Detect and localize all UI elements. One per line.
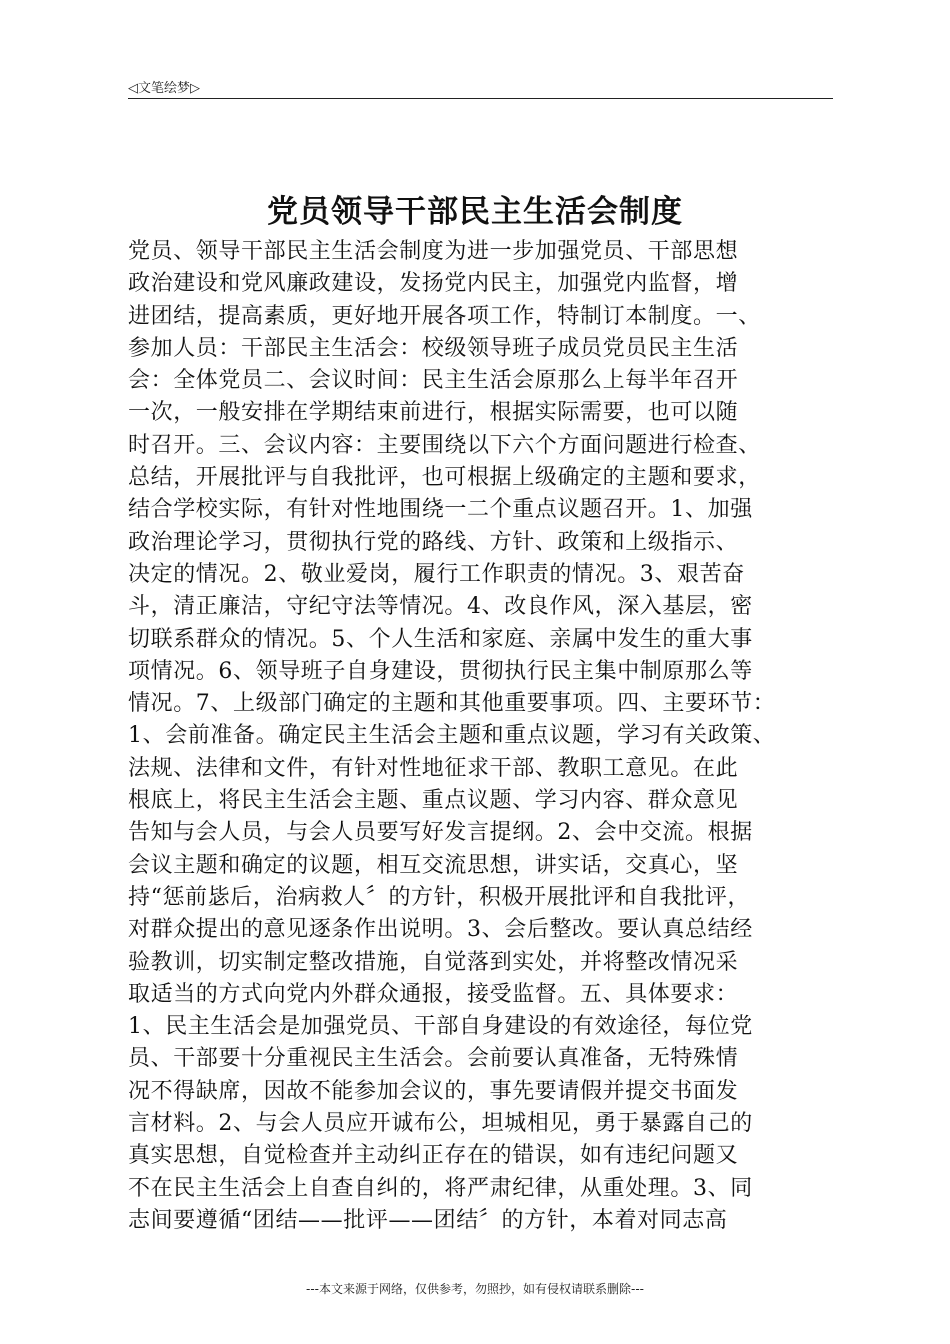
body-line: 一次，一般安排在学期结束前进行，根据实际需要，也可以随 xyxy=(128,400,739,426)
body-line: 根底上，将民主生活会主题、重点议题、学习内容、群众意见 xyxy=(128,788,739,814)
body-line: 会：全体党员二、会议时间：民主生活会原那么上每半年召开 xyxy=(128,368,739,394)
body-line: 参加人员：干部民主生活会：校级领导班子成员党员民主生活 xyxy=(128,335,739,361)
body-line: 决定的情况。2、敬业爱岗，履行工作职责的情况。3、艰苦奋 xyxy=(128,561,745,587)
body-line: 员、干部要十分重视民主生活会。会前要认真准备，无特殊情 xyxy=(128,1046,739,1072)
body-line: 结合学校实际，有针对性地围绕一二个重点议题召开。1、加强 xyxy=(128,497,753,523)
body-line: 法规、法律和文件，有针对性地征求干部、教职工意见。在此 xyxy=(128,755,739,781)
body-line: 况不得缺席，因故不能参加会议的，事先要请假并提交书面发 xyxy=(128,1078,739,1104)
header-text: ◁文笔绘梦▷ xyxy=(128,81,200,96)
body-line: 项情况。6、领导班子自身建设，贯彻执行民主集中制原那么等 xyxy=(128,658,753,684)
body-line: 不在民主生活会上自查自纠的，将严肃纪律，从重处理。3、同 xyxy=(128,1175,753,1201)
body-line: 取适当的方式向党内外群众通报，接受监督。五、具体要求： xyxy=(128,981,739,1007)
body-line: 政治建设和党风廉政建设，发扬党内民主，加强党内监督，增 xyxy=(128,271,739,297)
page-footer: ---本文来源于网络，仅供参考，勿照抄，如有侵权请联系删除--- xyxy=(306,1282,644,1296)
body-line: 持“惩前毖后，治病救人〞的方针，积极开展批评和自我批评， xyxy=(128,884,751,910)
body-line: 进团结，提高素质，更好地开展各项工作，特制订本制度。一、 xyxy=(128,303,761,329)
body-line: 斗，清正廉洁，守纪守法等情况。4、改良作风，深入基层，密 xyxy=(128,594,753,620)
body-line: 1、民主生活会是加强党员、干部自身建设的有效途径，每位党 xyxy=(128,1014,753,1040)
body-line: 对群众提出的意见逐条作出说明。3、会后整改。要认真总结经 xyxy=(128,917,753,943)
body-line: 1、会前准备。确定民主生活会主题和重点议题，学习有关政策、 xyxy=(128,723,776,749)
body-line: 告知与会人员，与会人员要写好发言提纲。2、会中交流。根据 xyxy=(128,820,753,846)
body-line: 会议主题和确定的议题，相互交流思想，讲实话，交真心，坚 xyxy=(128,852,739,878)
body-line: 真实思想，自觉检查并主动纠正存在的错误，如有违纪问题又 xyxy=(128,1143,739,1169)
body-line: 言材料。2、与会人员应开诚布公，坦城相见，勇于暴露自己的 xyxy=(128,1111,753,1137)
body-line: 情况。7、上级部门确定的主题和其他重要事项。四、主要环节： xyxy=(128,691,776,717)
body-line: 时召开。三、会议内容：主要围绕以下六个方面问题进行检查、 xyxy=(128,432,761,458)
body-line: 切联系群众的情况。5、个人生活和家庭、亲属中发生的重大事 xyxy=(128,626,753,652)
document-title: 党员领导干部民主生活会制度 xyxy=(267,194,683,230)
body-line: 总结，开展批评与自我批评，也可根据上级确定的主题和要求， xyxy=(128,465,761,491)
page-header xyxy=(128,74,833,99)
document-body xyxy=(128,236,843,1237)
body-line: 验教训，切实制定整改措施，自觉落到实处，并将整改情况采 xyxy=(128,949,739,975)
body-line: 党员、领导干部民主生活会制度为进一步加强党员、干部思想 xyxy=(128,239,739,264)
body-line: 志间要遵循“团结——批评——团结〞的方针，本着对同志高 xyxy=(128,1207,728,1233)
body-line: 政治理论学习，贯彻执行党的路线、方针、政策和上级指示、 xyxy=(128,529,739,555)
